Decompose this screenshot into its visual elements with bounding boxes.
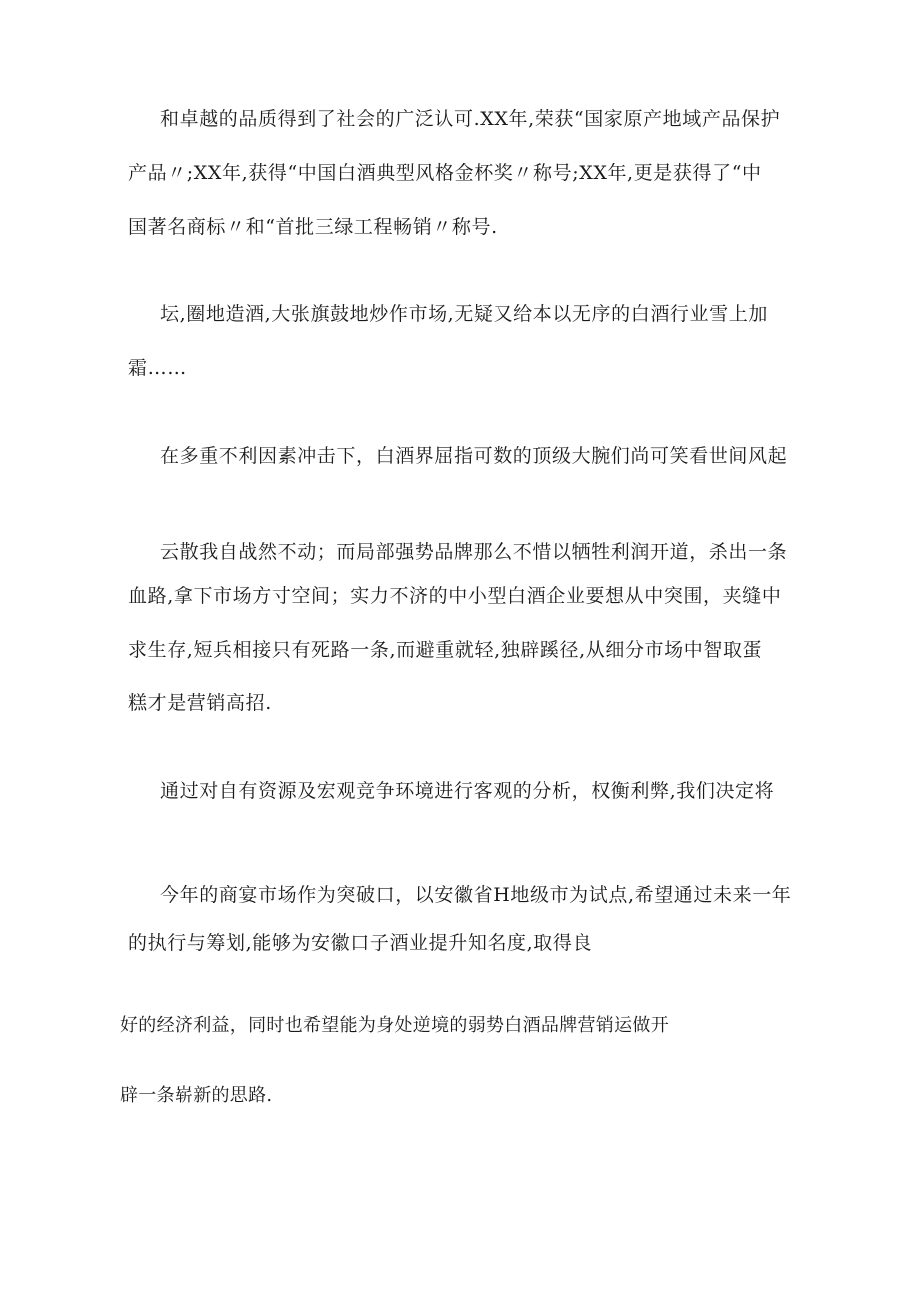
text-line: 今年的商宴市场作为突破口，以安徽省H地级市为试点,希望通过未来一年	[160, 884, 792, 906]
text-line: 糕才是营销高招.	[128, 692, 272, 714]
text-line: 云散我自战然不动；而局部强势品牌那么不惜以牺牲利润开道，杀出一条	[160, 541, 788, 563]
text-line: 霜……	[128, 357, 187, 379]
text-line: 在多重不利因素冲击下，白酒界屈指可数的顶级大腕们尚可笑看世间风起	[160, 445, 788, 467]
text-line: 坛,圈地造酒,大张旗鼓地炒作市场,无疑又给本以无序的白酒行业雪上加	[160, 303, 768, 325]
text-line: 好的经济利益，同时也希望能为身处逆境的弱势白酒品牌营销运做开	[120, 1015, 669, 1036]
text-line: 血路,拿下市场方寸空间；实力不济的中小型白酒企业要想从中突围，夹缝中	[128, 585, 782, 607]
text-line: 的执行与筹划,能够为安徽口子酒业提升知名度,取得良	[128, 932, 593, 954]
text-line: 通过对自有资源及宏观竞争环境进行客观的分析，权衡利弊,我们决定将	[160, 780, 775, 802]
text-line: 求生存,短兵相接只有死路一条,而避重就轻,独辟蹊径,从细分市场中智取蛋	[128, 639, 763, 661]
text-line: 产品〃;XX年,获得“中国白酒典型风格金杯奖〃称号;XX年,更是获得了“中	[128, 162, 762, 184]
text-line: 国著名商标〃和“首批三绿工程畅销〃称号.	[128, 216, 498, 238]
text-line: 辟一条崭新的思路.	[120, 1085, 273, 1106]
text-line: 和卓越的品质得到了社会的广泛认可.XX年,荣获“国家原产地域产品保护	[160, 108, 781, 130]
